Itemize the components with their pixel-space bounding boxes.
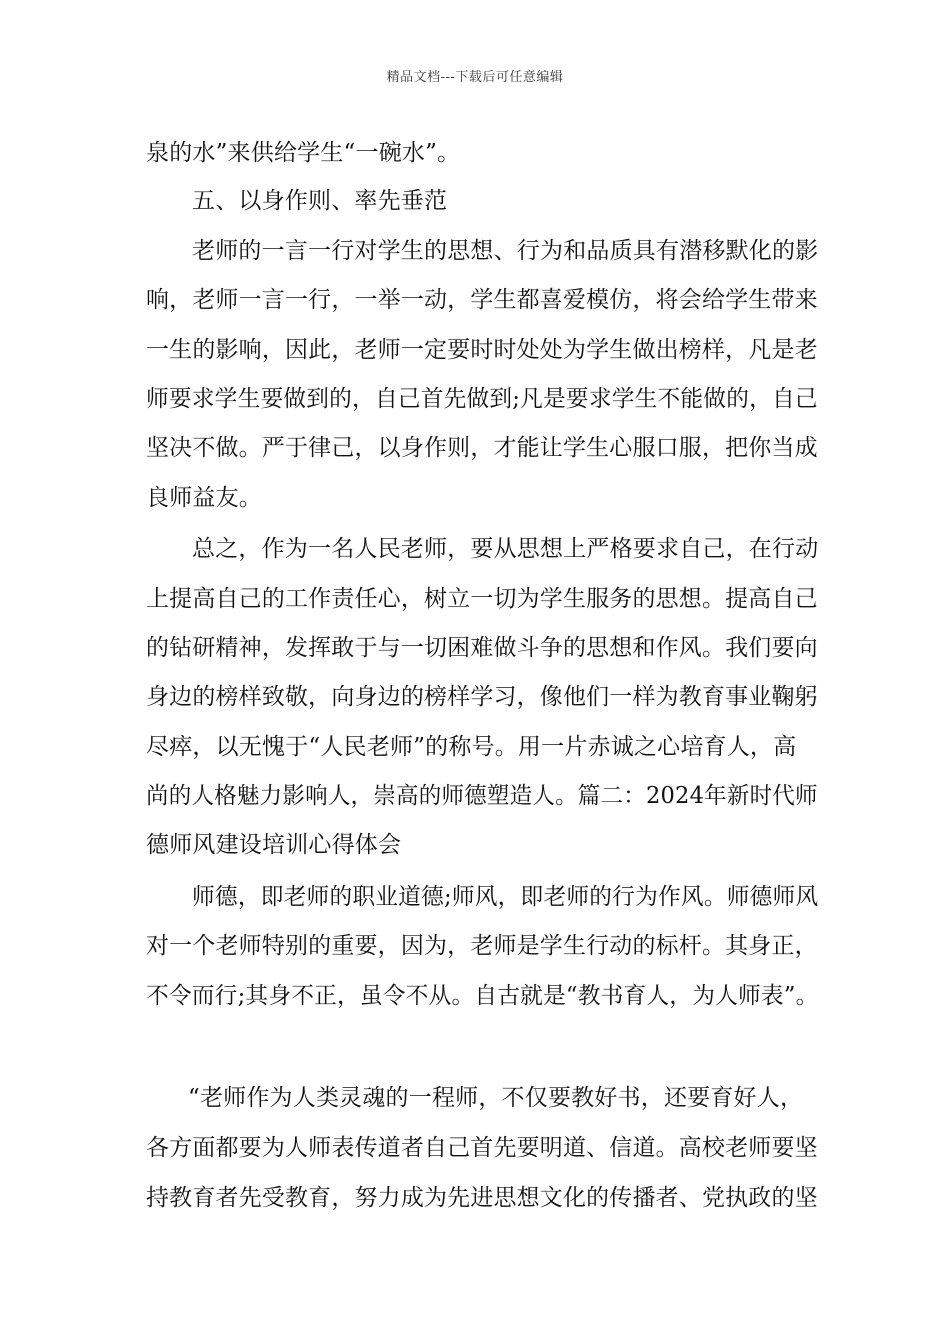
text-line: 师要求学生要做到的，自己首先做到;凡是要求学生不能做的，自己 (146, 386, 818, 412)
text-line: 对一个老师特别的重要，因为，老师是学生行动的标杆。其身正， (146, 933, 818, 959)
page-header: 精品文档---下载后可任意编辑 (386, 70, 564, 85)
text-line: 不令而行;其身不正，虽令不从。自古就是“教书育人，为人师表”。 (146, 983, 819, 1009)
text-line: 良师益友。 (146, 485, 262, 511)
text-line: 上提高自己的工作责任心，树立一切为学生服务的思想。提高自己 (146, 586, 818, 612)
text-line: 尚的人格魅力影响人，崇高的师德塑造人。篇二：2024年新时代师 (146, 783, 818, 809)
text-line: 持教育者先受教育，努力成为先进思想文化的传播者、党执政的坚 (146, 1185, 818, 1211)
text-line: 老师的一言一行对学生的思想、行为和品质具有潜移默化的影 (192, 238, 819, 264)
text-line: 尽瘁，以无愧于“人民老师”的称号。用一片赤诚之心培育人，高 (146, 734, 797, 760)
text-line: 德师风建设培训心得体会 (146, 832, 402, 858)
text-line: 坚决不做。严于律己，以身作则，才能让学生心服口服，把你当成 (146, 435, 818, 461)
section-heading: 五、以身作则、率先垂范 (192, 188, 448, 214)
text-line: 的钻研精神，发挥敢于与一切困难做斗争的思想和作风。我们要向 (146, 635, 818, 661)
text-line: 身边的榜样致敬，向身边的榜样学习，像他们一样为教育事业鞠躬 (146, 684, 818, 710)
text-line: 响，老师一言一行，一举一动，学生都喜爱模仿，将会给学生带来 (146, 287, 818, 313)
text-line: 总之，作为一名人民老师，要从思想上严格要求自己，在行动 (192, 536, 819, 562)
text-line: “老师作为人类灵魂的一程师，不仅要教好书，还要育好人， (188, 1085, 804, 1111)
text-line: 各方面都要为人师表传道者自己首先要明道、信道。高校老师要坚 (146, 1135, 818, 1161)
text-line: 师德，即老师的职业道德;师风，即老师的行为作风。师德师风 (192, 884, 819, 910)
text-line: 一生的影响，因此，老师一定要时时处处为学生做出榜样，凡是老 (146, 337, 818, 363)
text-line: 泉的水”来供给学生“一碗水”。 (146, 140, 461, 166)
